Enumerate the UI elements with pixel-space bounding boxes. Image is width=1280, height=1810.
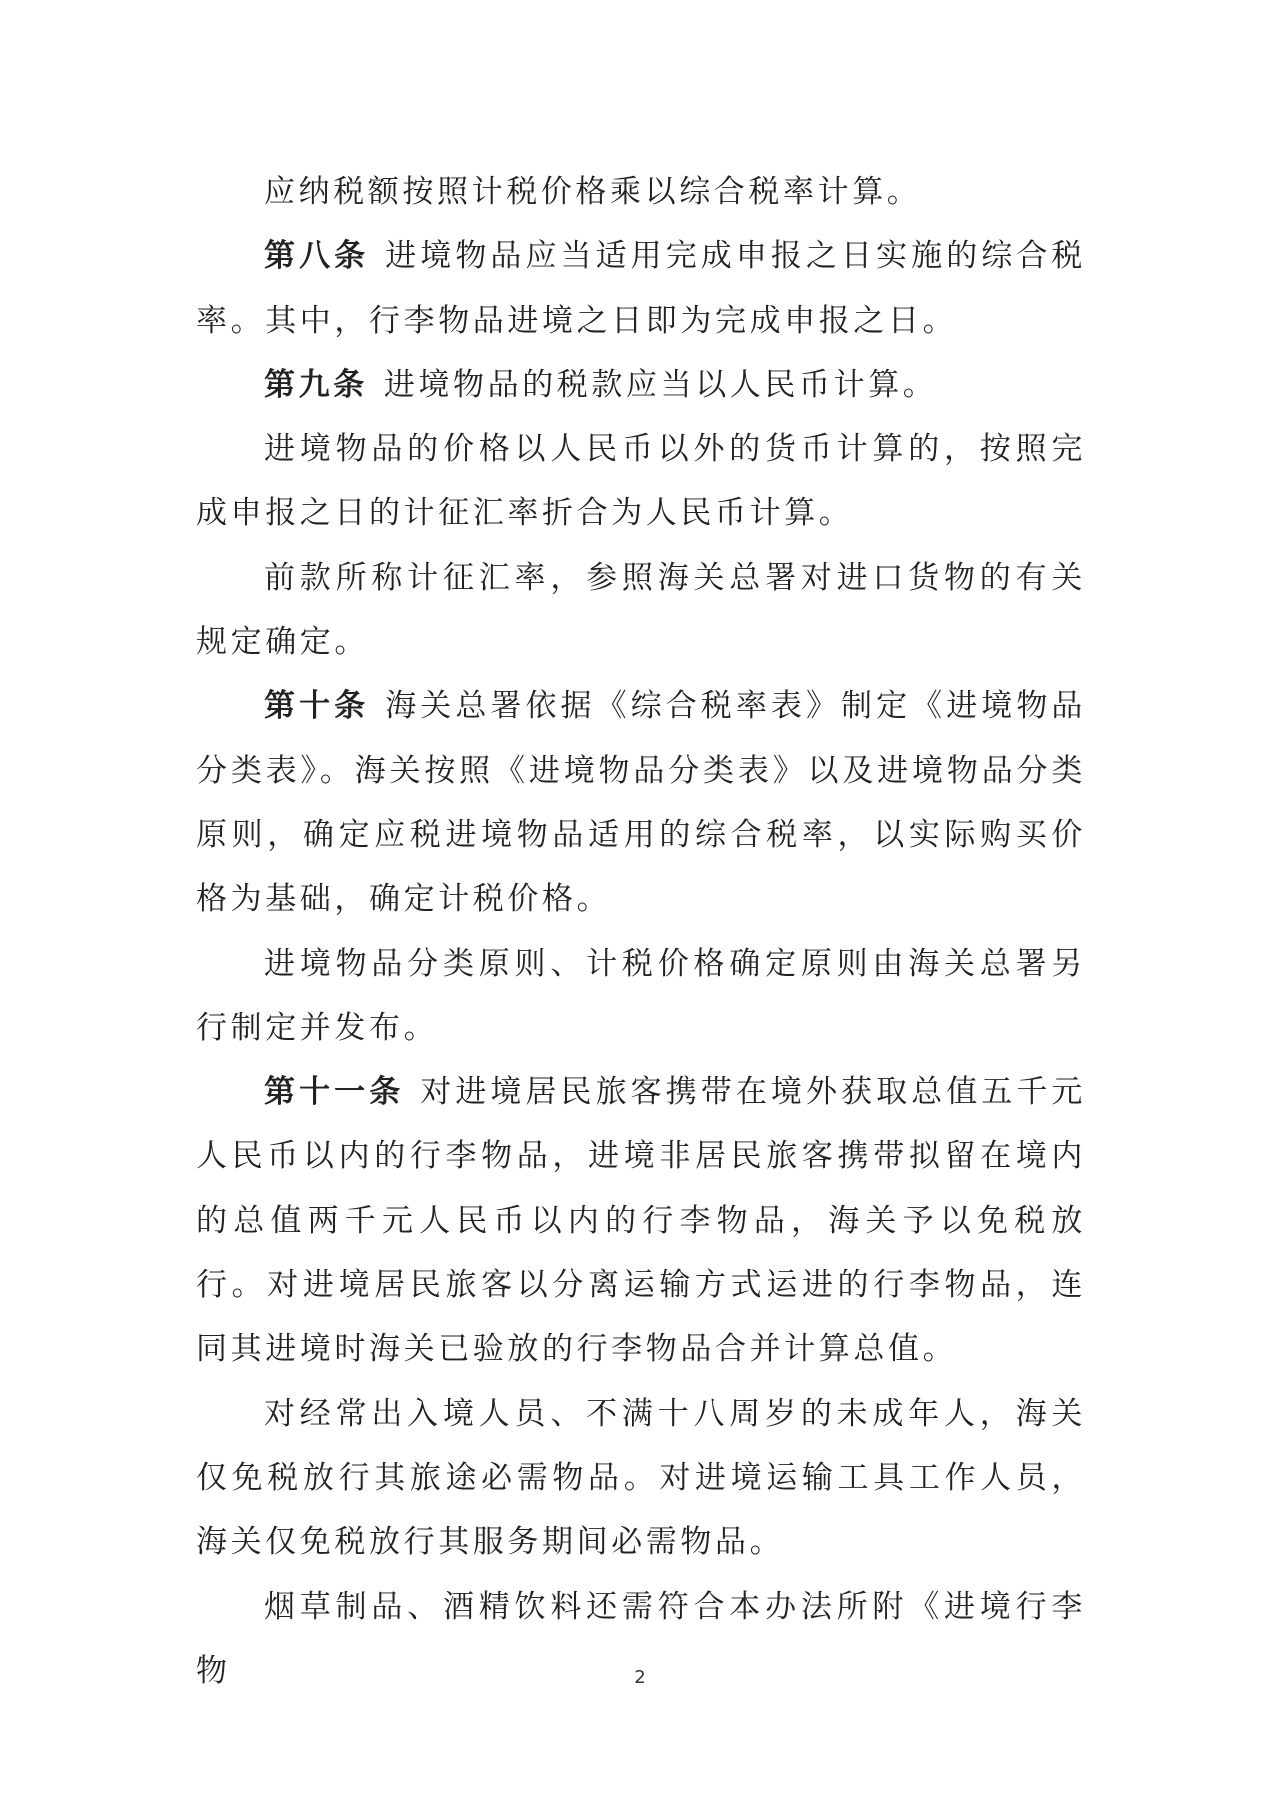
paragraph-9 (196, 1382, 1086, 1575)
paragraph-article-10 (196, 674, 1086, 931)
paragraph-article-8 (196, 224, 1086, 353)
paragraph-7-text: 进境物品分类原则、计税价格确定原则由海关总署另行制定并发布。 (196, 945, 1086, 1046)
paragraph-article-11 (196, 1060, 1086, 1381)
paragraph-4-text: 进境物品的价格以人民币以外的货币计算的，按照完成申报之日的计征汇率折合为人民币计算。 (196, 431, 1086, 532)
article-11-text: 对进境居民旅客携带在境外获取总值五千元人民币以内的行李物品，进境非居民旅客携带拟留在境内的总值两千元人民币以内的行李物品，海关予以免税放行。对进境居民旅客以分离运输方式运进的行李物品，连同其进境时海关已验放的行李物品合并计算总值。 (196, 1074, 1086, 1368)
paragraph-7 (196, 932, 1086, 1061)
paragraph-9-text: 对经常出入境人员、不满十八周岁的未成年人，海关仅免税放行其旅途必需物品。对进境运输工具工作人员，海关仅免税放行其服务期间必需物品。 (196, 1395, 1086, 1561)
paragraph-article-9 (196, 353, 1086, 417)
article-9-text: 进境物品的税款应当以人民币计算。 (383, 366, 938, 403)
paragraph-5-text: 前款所称计征汇率，参照海关总署对进口货物的有关规定确定。 (196, 559, 1086, 661)
article-8-heading: 第八条 (264, 238, 370, 275)
paragraph-1 (196, 160, 1086, 224)
paragraph-4 (196, 417, 1086, 546)
article-10-text: 海关总署依据《综合税率表》制定《进境物品分类表》。海关按照《进境物品分类表》以及进境物品分类原则，确定应税进境物品适用的综合税率，以实际购买价格为基础，确定计税价格。 (196, 688, 1086, 918)
paragraph-5 (196, 546, 1086, 675)
article-8-text: 进境物品应当适用完成申报之日实施的综合税率。其中，行李物品进境之日即为完成申报之日。 (196, 238, 1086, 339)
document-body (196, 160, 1086, 1703)
paragraph-1-text: 应纳税额按照计税价格乘以综合税率计算。 (264, 174, 922, 210)
paragraph-10-text: 烟草制品、酒精饮料还需符合本办法所附《进境行李物 (196, 1588, 1086, 1689)
article-9-heading: 第九条 (264, 366, 368, 403)
article-11-heading: 第十一条 (264, 1074, 405, 1111)
page-number: 2 (634, 1667, 646, 1688)
article-10-heading: 第十条 (264, 688, 370, 725)
